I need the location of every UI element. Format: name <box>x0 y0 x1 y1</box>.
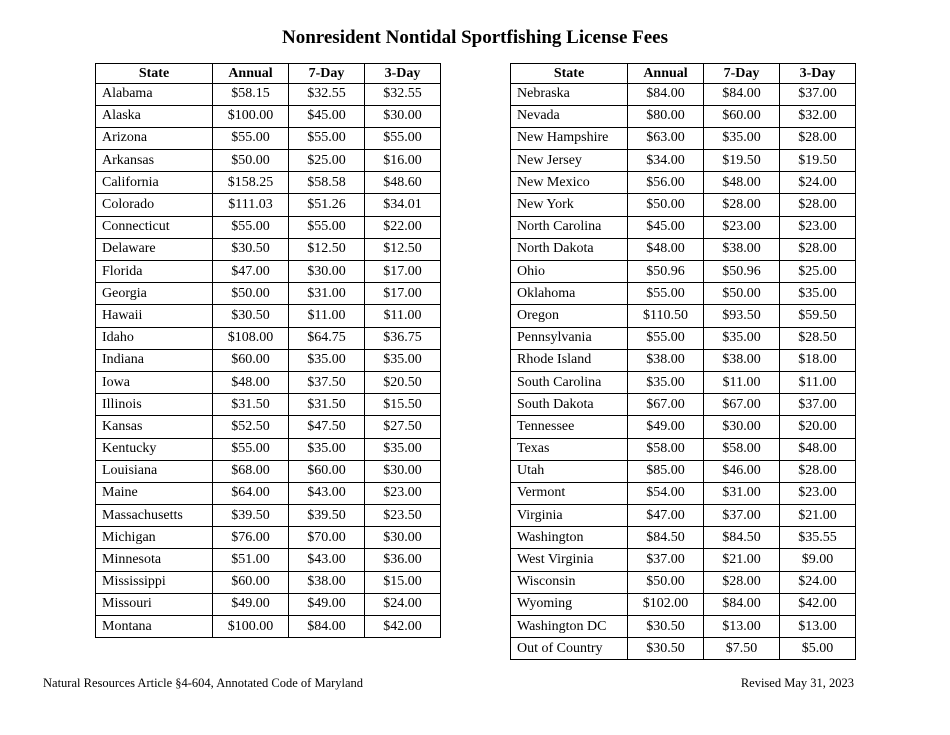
seven-day-fee-cell: $58.00 <box>704 438 780 460</box>
table-row <box>511 261 856 283</box>
seven-day-fee-cell: $28.00 <box>704 194 780 216</box>
three-day-fee-cell: $23.00 <box>365 482 441 504</box>
three-day-fee-cell: $24.00 <box>780 571 856 593</box>
state-cell: North Carolina <box>511 216 628 238</box>
state-cell: Iowa <box>96 371 213 393</box>
table-row <box>96 283 441 305</box>
table-row <box>96 150 441 172</box>
three-day-fee-cell: $24.00 <box>365 593 441 615</box>
annual-fee-cell: $85.00 <box>628 460 704 482</box>
table-row <box>511 194 856 216</box>
state-cell: Arizona <box>96 127 213 149</box>
three-day-fee-cell: $28.00 <box>780 460 856 482</box>
state-cell: California <box>96 172 213 194</box>
state-cell: Wisconsin <box>511 571 628 593</box>
table-row <box>96 216 441 238</box>
table-row <box>511 593 856 615</box>
footer-citation: Natural Resources Article §4-604, Annotated Code of Maryland <box>43 676 364 690</box>
annual-fee-cell: $50.00 <box>628 194 704 216</box>
seven-day-fee-cell: $13.00 <box>704 616 780 638</box>
state-cell: Ohio <box>511 261 628 283</box>
seven-day-fee-cell: $35.00 <box>289 349 365 371</box>
fee-table-right-body <box>511 83 856 660</box>
table-row <box>511 571 856 593</box>
three-day-fee-cell: $59.50 <box>780 305 856 327</box>
three-day-fee-cell: $22.00 <box>365 216 441 238</box>
state-cell: Virginia <box>511 505 628 527</box>
three-day-fee-cell: $35.00 <box>365 438 441 460</box>
seven-day-fee-cell: $11.00 <box>704 371 780 393</box>
table-row <box>511 549 856 571</box>
table-row <box>96 527 441 549</box>
table-row <box>511 349 856 371</box>
seven-day-fee-cell: $49.00 <box>289 593 365 615</box>
header-seven-day: 7-Day <box>704 64 780 84</box>
seven-day-fee-cell: $47.50 <box>289 416 365 438</box>
seven-day-fee-cell: $28.00 <box>704 571 780 593</box>
seven-day-fee-cell: $31.00 <box>289 283 365 305</box>
three-day-fee-cell: $28.00 <box>780 238 856 260</box>
table-row <box>511 238 856 260</box>
three-day-fee-cell: $15.50 <box>365 394 441 416</box>
seven-day-fee-cell: $35.00 <box>704 127 780 149</box>
seven-day-fee-cell: $64.75 <box>289 327 365 349</box>
seven-day-fee-cell: $25.00 <box>289 150 365 172</box>
three-day-fee-cell: $36.00 <box>365 549 441 571</box>
three-day-fee-cell: $30.00 <box>365 460 441 482</box>
three-day-fee-cell: $30.00 <box>365 105 441 127</box>
three-day-fee-cell: $17.00 <box>365 283 441 305</box>
annual-fee-cell: $80.00 <box>628 105 704 127</box>
three-day-fee-cell: $35.55 <box>780 527 856 549</box>
state-cell: Pennsylvania <box>511 327 628 349</box>
three-day-fee-cell: $5.00 <box>780 638 856 660</box>
three-day-fee-cell: $35.00 <box>365 349 441 371</box>
page-title: Nonresident Nontidal Sportfishing License Fees <box>281 27 668 48</box>
annual-fee-cell: $63.00 <box>628 127 704 149</box>
state-cell: Delaware <box>96 238 213 260</box>
seven-day-fee-cell: $84.00 <box>289 616 365 638</box>
footer-revised-date: Revised May 31, 2023 <box>740 676 854 690</box>
annual-fee-cell: $84.50 <box>628 527 704 549</box>
state-cell: Alaska <box>96 105 213 127</box>
seven-day-fee-cell: $23.00 <box>704 216 780 238</box>
annual-fee-cell: $54.00 <box>628 482 704 504</box>
annual-fee-cell: $68.00 <box>213 460 289 482</box>
annual-fee-cell: $50.96 <box>628 261 704 283</box>
annual-fee-cell: $38.00 <box>628 349 704 371</box>
seven-day-fee-cell: $38.00 <box>704 238 780 260</box>
three-day-fee-cell: $42.00 <box>365 616 441 638</box>
annual-fee-cell: $34.00 <box>628 150 704 172</box>
annual-fee-cell: $49.00 <box>628 416 704 438</box>
seven-day-fee-cell: $60.00 <box>289 460 365 482</box>
seven-day-fee-cell: $38.00 <box>289 571 365 593</box>
annual-fee-cell: $30.50 <box>628 638 704 660</box>
annual-fee-cell: $52.50 <box>213 416 289 438</box>
seven-day-fee-cell: $30.00 <box>704 416 780 438</box>
table-row <box>511 527 856 549</box>
seven-day-fee-cell: $19.50 <box>704 150 780 172</box>
state-cell: Kentucky <box>96 438 213 460</box>
three-day-fee-cell: $11.00 <box>365 305 441 327</box>
state-cell: Michigan <box>96 527 213 549</box>
table-row <box>96 438 441 460</box>
seven-day-fee-cell: $35.00 <box>704 327 780 349</box>
annual-fee-cell: $47.00 <box>628 505 704 527</box>
seven-day-fee-cell: $32.55 <box>289 83 365 105</box>
annual-fee-cell: $49.00 <box>213 593 289 615</box>
seven-day-fee-cell: $84.50 <box>704 527 780 549</box>
header-seven-day: 7-Day <box>289 64 365 84</box>
state-cell: Missouri <box>96 593 213 615</box>
table-row <box>96 261 441 283</box>
annual-fee-cell: $56.00 <box>628 172 704 194</box>
three-day-fee-cell: $23.00 <box>780 482 856 504</box>
seven-day-fee-cell: $30.00 <box>289 261 365 283</box>
annual-fee-cell: $50.00 <box>628 571 704 593</box>
annual-fee-cell: $64.00 <box>213 482 289 504</box>
annual-fee-cell: $30.50 <box>213 238 289 260</box>
table-row <box>511 416 856 438</box>
three-day-fee-cell: $25.00 <box>780 261 856 283</box>
annual-fee-cell: $51.00 <box>213 549 289 571</box>
header-annual: Annual <box>213 64 289 84</box>
seven-day-fee-cell: $35.00 <box>289 438 365 460</box>
table-row <box>96 616 441 638</box>
state-cell: Oklahoma <box>511 283 628 305</box>
annual-fee-cell: $111.03 <box>213 194 289 216</box>
state-cell: Nevada <box>511 105 628 127</box>
annual-fee-cell: $58.00 <box>628 438 704 460</box>
table-row <box>511 638 856 660</box>
seven-day-fee-cell: $31.50 <box>289 394 365 416</box>
seven-day-fee-cell: $67.00 <box>704 394 780 416</box>
annual-fee-cell: $48.00 <box>628 238 704 260</box>
fee-table-right <box>510 63 856 660</box>
three-day-fee-cell: $36.75 <box>365 327 441 349</box>
table-row <box>96 416 441 438</box>
seven-day-fee-cell: $39.50 <box>289 505 365 527</box>
table-row <box>511 327 856 349</box>
seven-day-fee-cell: $55.00 <box>289 127 365 149</box>
seven-day-fee-cell: $93.50 <box>704 305 780 327</box>
state-cell: Nebraska <box>511 83 628 105</box>
seven-day-fee-cell: $50.00 <box>704 283 780 305</box>
annual-fee-cell: $50.00 <box>213 283 289 305</box>
state-cell: North Dakota <box>511 238 628 260</box>
state-cell: New Jersey <box>511 150 628 172</box>
seven-day-fee-cell: $21.00 <box>704 549 780 571</box>
state-cell: New Hampshire <box>511 127 628 149</box>
three-day-fee-cell: $12.50 <box>365 238 441 260</box>
seven-day-fee-cell: $58.58 <box>289 172 365 194</box>
three-day-fee-cell: $28.50 <box>780 327 856 349</box>
table-row <box>511 438 856 460</box>
table-row <box>96 105 441 127</box>
table-row <box>511 105 856 127</box>
state-cell: Colorado <box>96 194 213 216</box>
three-day-fee-cell: $24.00 <box>780 172 856 194</box>
state-cell: Texas <box>511 438 628 460</box>
annual-fee-cell: $55.00 <box>213 216 289 238</box>
seven-day-fee-cell: $37.50 <box>289 371 365 393</box>
seven-day-fee-cell: $7.50 <box>704 638 780 660</box>
table-row <box>96 172 441 194</box>
three-day-fee-cell: $16.00 <box>365 150 441 172</box>
annual-fee-cell: $108.00 <box>213 327 289 349</box>
fee-table-left-body <box>96 83 441 638</box>
state-cell: South Dakota <box>511 394 628 416</box>
three-day-fee-cell: $17.00 <box>365 261 441 283</box>
state-cell: Mississippi <box>96 571 213 593</box>
annual-fee-cell: $39.50 <box>213 505 289 527</box>
table-row <box>96 194 441 216</box>
header-annual: Annual <box>628 64 704 84</box>
state-cell: Illinois <box>96 394 213 416</box>
state-cell: South Carolina <box>511 371 628 393</box>
three-day-fee-cell: $28.00 <box>780 127 856 149</box>
header-three-day: 3-Day <box>780 64 856 84</box>
annual-fee-cell: $100.00 <box>213 105 289 127</box>
seven-day-fee-cell: $70.00 <box>289 527 365 549</box>
table-row <box>96 305 441 327</box>
annual-fee-cell: $31.50 <box>213 394 289 416</box>
three-day-fee-cell: $30.00 <box>365 527 441 549</box>
seven-day-fee-cell: $11.00 <box>289 305 365 327</box>
three-day-fee-cell: $15.00 <box>365 571 441 593</box>
annual-fee-cell: $55.00 <box>213 438 289 460</box>
three-day-fee-cell: $19.50 <box>780 150 856 172</box>
seven-day-fee-cell: $51.26 <box>289 194 365 216</box>
state-cell: Indiana <box>96 349 213 371</box>
annual-fee-cell: $30.50 <box>213 305 289 327</box>
state-cell: Florida <box>96 261 213 283</box>
seven-day-fee-cell: $45.00 <box>289 105 365 127</box>
seven-day-fee-cell: $60.00 <box>704 105 780 127</box>
state-cell: Wyoming <box>511 593 628 615</box>
state-cell: Kansas <box>96 416 213 438</box>
annual-fee-cell: $60.00 <box>213 349 289 371</box>
table-row <box>511 616 856 638</box>
seven-day-fee-cell: $37.00 <box>704 505 780 527</box>
three-day-fee-cell: $37.00 <box>780 394 856 416</box>
annual-fee-cell: $100.00 <box>213 616 289 638</box>
annual-fee-cell: $58.15 <box>213 83 289 105</box>
three-day-fee-cell: $9.00 <box>780 549 856 571</box>
table-row <box>511 460 856 482</box>
state-cell: Georgia <box>96 283 213 305</box>
three-day-fee-cell: $35.00 <box>780 283 856 305</box>
seven-day-fee-cell: $55.00 <box>289 216 365 238</box>
table-row <box>511 283 856 305</box>
annual-fee-cell: $67.00 <box>628 394 704 416</box>
table-row <box>511 305 856 327</box>
annual-fee-cell: $55.00 <box>213 127 289 149</box>
seven-day-fee-cell: $38.00 <box>704 349 780 371</box>
three-day-fee-cell: $20.00 <box>780 416 856 438</box>
three-day-fee-cell: $42.00 <box>780 593 856 615</box>
state-cell: Idaho <box>96 327 213 349</box>
table-row <box>96 394 441 416</box>
annual-fee-cell: $55.00 <box>628 327 704 349</box>
three-day-fee-cell: $27.50 <box>365 416 441 438</box>
annual-fee-cell: $110.50 <box>628 305 704 327</box>
seven-day-fee-cell: $31.00 <box>704 482 780 504</box>
three-day-fee-cell: $20.50 <box>365 371 441 393</box>
table-row <box>511 150 856 172</box>
table-row <box>511 482 856 504</box>
state-cell: Vermont <box>511 482 628 504</box>
state-cell: Oregon <box>511 305 628 327</box>
header-three-day: 3-Day <box>365 64 441 84</box>
annual-fee-cell: $47.00 <box>213 261 289 283</box>
table-row <box>96 327 441 349</box>
table-header-row <box>96 64 441 84</box>
state-cell: Washington <box>511 527 628 549</box>
state-cell: Out of Country <box>511 638 628 660</box>
state-cell: Alabama <box>96 83 213 105</box>
table-row <box>511 216 856 238</box>
seven-day-fee-cell: $43.00 <box>289 482 365 504</box>
three-day-fee-cell: $23.50 <box>365 505 441 527</box>
three-day-fee-cell: $11.00 <box>780 371 856 393</box>
annual-fee-cell: $76.00 <box>213 527 289 549</box>
seven-day-fee-cell: $50.96 <box>704 261 780 283</box>
fee-table-left <box>95 63 441 638</box>
three-day-fee-cell: $37.00 <box>780 83 856 105</box>
seven-day-fee-cell: $84.00 <box>704 83 780 105</box>
table-row <box>96 371 441 393</box>
state-cell: Arkansas <box>96 150 213 172</box>
state-cell: Connecticut <box>96 216 213 238</box>
state-cell: Washington DC <box>511 616 628 638</box>
table-row <box>96 482 441 504</box>
table-row <box>96 593 441 615</box>
three-day-fee-cell: $28.00 <box>780 194 856 216</box>
state-cell: West Virginia <box>511 549 628 571</box>
three-day-fee-cell: $48.00 <box>780 438 856 460</box>
three-day-fee-cell: $32.55 <box>365 83 441 105</box>
seven-day-fee-cell: $43.00 <box>289 549 365 571</box>
seven-day-fee-cell: $46.00 <box>704 460 780 482</box>
annual-fee-cell: $35.00 <box>628 371 704 393</box>
three-day-fee-cell: $32.00 <box>780 105 856 127</box>
three-day-fee-cell: $23.00 <box>780 216 856 238</box>
header-state: State <box>96 64 213 84</box>
state-cell: Hawaii <box>96 305 213 327</box>
table-row <box>96 127 441 149</box>
three-day-fee-cell: $34.01 <box>365 194 441 216</box>
three-day-fee-cell: $13.00 <box>780 616 856 638</box>
state-cell: New Mexico <box>511 172 628 194</box>
seven-day-fee-cell: $84.00 <box>704 593 780 615</box>
table-header-row <box>511 64 856 84</box>
table-row <box>96 549 441 571</box>
annual-fee-cell: $30.50 <box>628 616 704 638</box>
annual-fee-cell: $45.00 <box>628 216 704 238</box>
state-cell: New York <box>511 194 628 216</box>
table-row <box>511 127 856 149</box>
three-day-fee-cell: $55.00 <box>365 127 441 149</box>
table-row <box>511 505 856 527</box>
annual-fee-cell: $55.00 <box>628 283 704 305</box>
state-cell: Utah <box>511 460 628 482</box>
state-cell: Rhode Island <box>511 349 628 371</box>
three-day-fee-cell: $21.00 <box>780 505 856 527</box>
seven-day-fee-cell: $12.50 <box>289 238 365 260</box>
header-state: State <box>511 64 628 84</box>
table-row <box>96 505 441 527</box>
table-row <box>96 349 441 371</box>
table-row <box>511 83 856 105</box>
state-cell: Montana <box>96 616 213 638</box>
table-row <box>96 460 441 482</box>
three-day-fee-cell: $18.00 <box>780 349 856 371</box>
three-day-fee-cell: $48.60 <box>365 172 441 194</box>
annual-fee-cell: $48.00 <box>213 371 289 393</box>
state-cell: Maine <box>96 482 213 504</box>
annual-fee-cell: $84.00 <box>628 83 704 105</box>
state-cell: Minnesota <box>96 549 213 571</box>
table-row <box>96 83 441 105</box>
table-row <box>511 371 856 393</box>
table-row <box>511 394 856 416</box>
seven-day-fee-cell: $48.00 <box>704 172 780 194</box>
state-cell: Louisiana <box>96 460 213 482</box>
annual-fee-cell: $37.00 <box>628 549 704 571</box>
table-row <box>511 172 856 194</box>
state-cell: Massachusetts <box>96 505 213 527</box>
state-cell: Tennessee <box>511 416 628 438</box>
table-row <box>96 571 441 593</box>
annual-fee-cell: $102.00 <box>628 593 704 615</box>
annual-fee-cell: $50.00 <box>213 150 289 172</box>
table-row <box>96 238 441 260</box>
annual-fee-cell: $158.25 <box>213 172 289 194</box>
annual-fee-cell: $60.00 <box>213 571 289 593</box>
